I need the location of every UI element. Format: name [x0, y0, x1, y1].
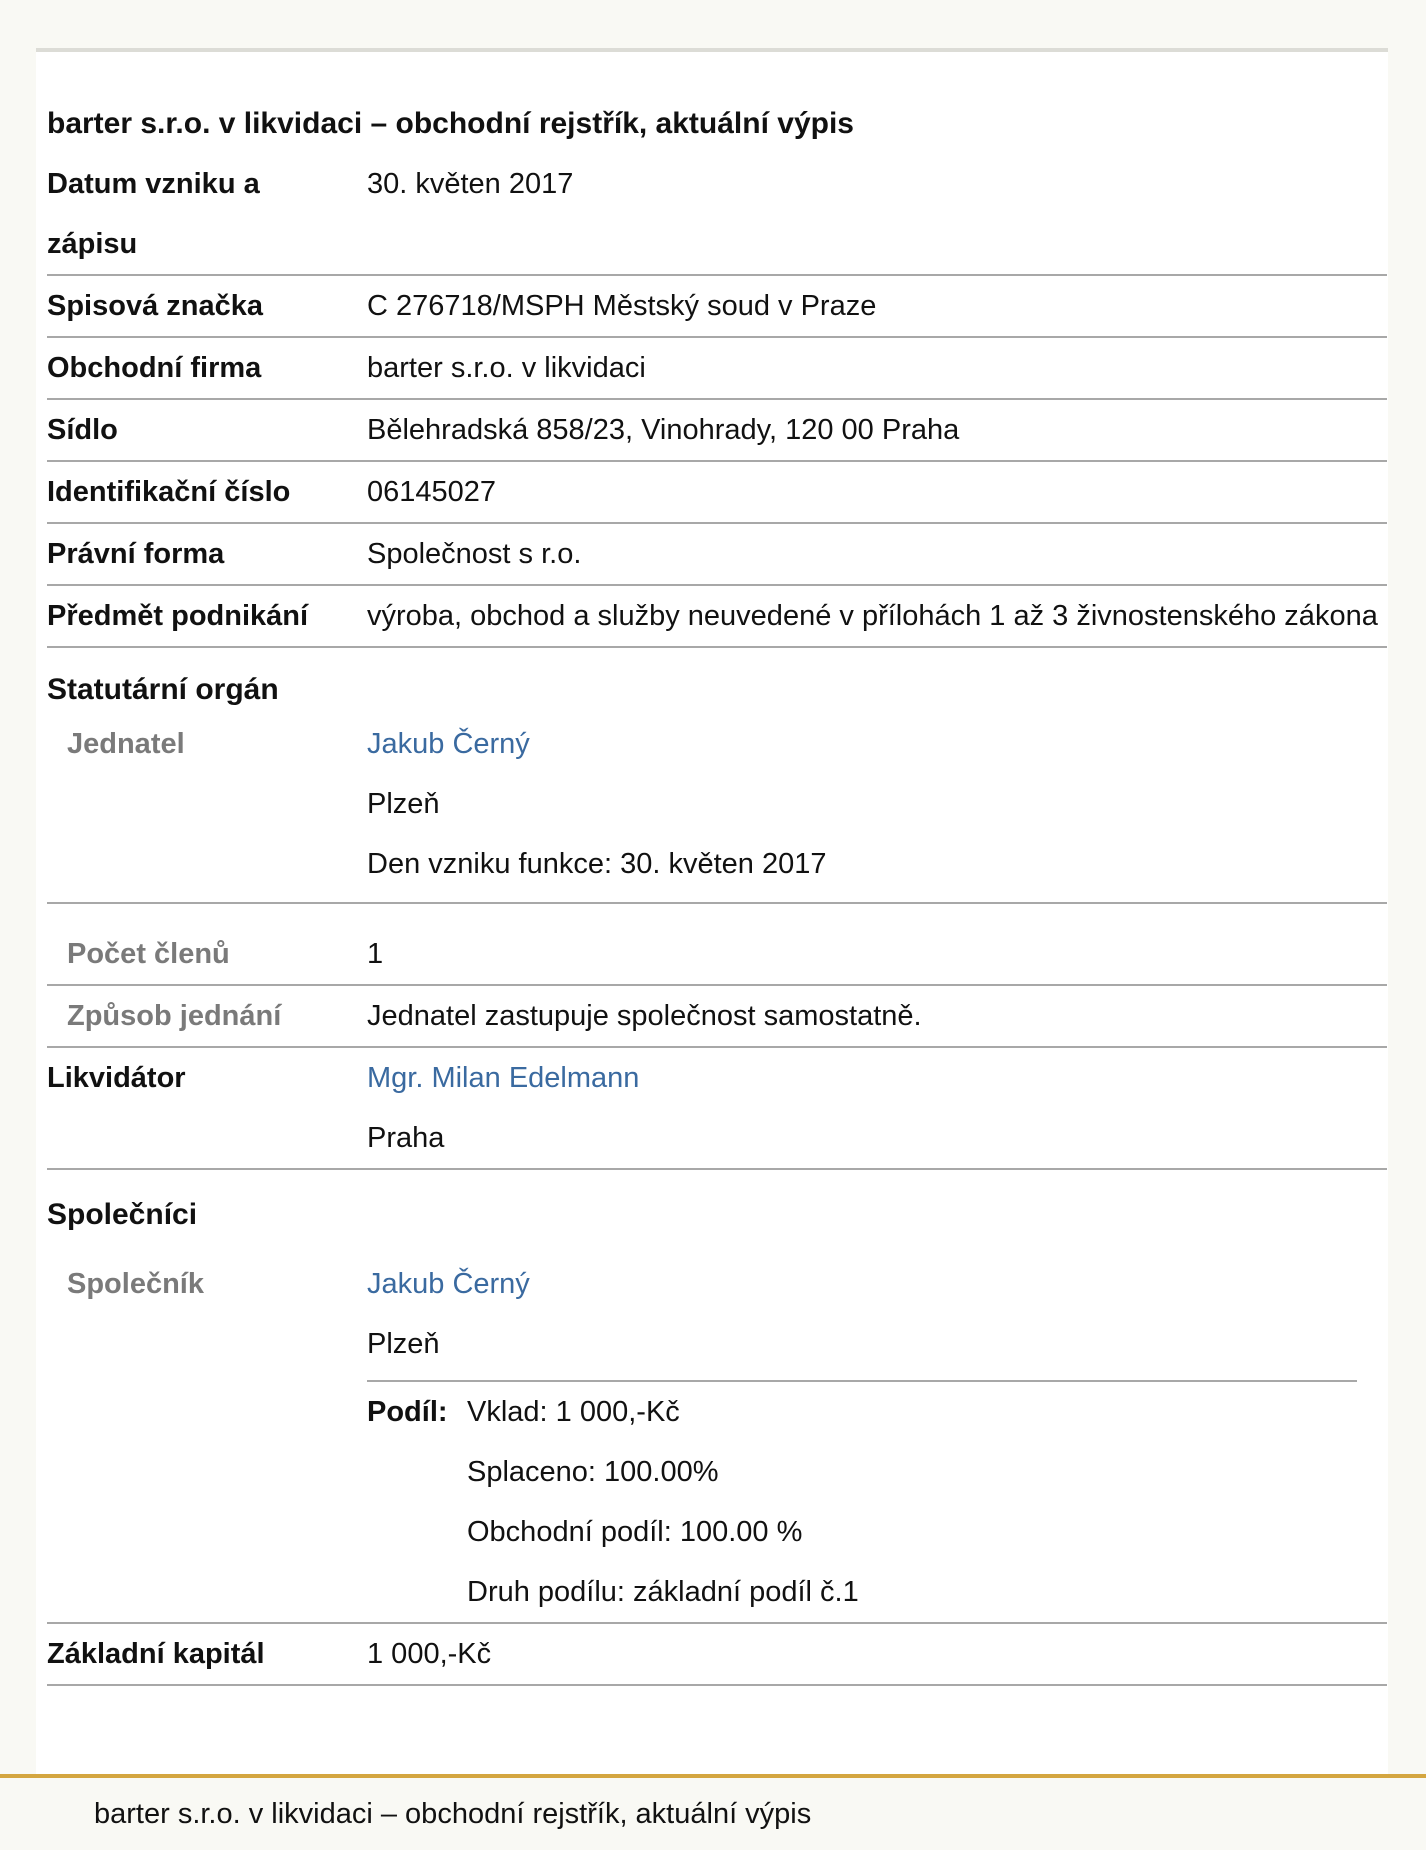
value-datum-vzniku: 30. květen 2017 — [367, 168, 574, 200]
podil-label: Podíl: — [367, 1396, 448, 1428]
row-predmet-podnikani — [47, 586, 1387, 648]
label-likvidator: Likvidátor — [47, 1062, 186, 1094]
label-zakladni-kapital: Základní kapitál — [47, 1638, 265, 1670]
value-obchodni-firma: barter s.r.o. v likvidaci — [367, 352, 646, 384]
row-pravni-forma — [47, 524, 1387, 586]
value-sidlo: Bělehradská 858/23, Vinohrady, 120 00 Praha — [367, 414, 960, 446]
value-zpusob-jednani: Jednatel zastupuje společnost samostatně. — [367, 1000, 922, 1032]
page-title: barter s.r.o. v likvidaci – obchodní rejstřík, aktuální výpis — [47, 107, 854, 140]
label-pocet-clenu: Počet členů — [67, 938, 230, 970]
row-sidlo — [47, 400, 1387, 462]
likvidator-city: Praha — [367, 1122, 445, 1154]
jednatel-since: Den vzniku funkce: 30. květen 2017 — [367, 848, 827, 880]
row-zakladni-kapital — [47, 1624, 1387, 1686]
row-obchodni-firma — [47, 338, 1387, 400]
footer-text: barter s.r.o. v likvidaci – obchodní rejstřík, aktuální výpis — [94, 1798, 812, 1830]
row-identifikacni-cislo — [47, 462, 1387, 524]
podil-block — [367, 1382, 1387, 1622]
row-pocet-clenu — [47, 904, 1387, 986]
podil-splaceno: Splaceno: 100.00% — [467, 1456, 719, 1488]
value-likvidator — [367, 1048, 1387, 1168]
value-spisova-znacka: C 276718/MSPH Městský soud v Praze — [367, 290, 877, 322]
row-zpusob-jednani — [47, 986, 1387, 1048]
label-pravni-forma: Právní forma — [47, 538, 225, 570]
value-jednatel — [367, 714, 1387, 894]
link-likvidator-name[interactable]: Mgr. Milan Edelmann — [367, 1062, 640, 1094]
row-jednatel — [47, 714, 1387, 904]
section-statutarni-organ: Statutární orgán — [47, 673, 279, 706]
value-spolecnik — [367, 1254, 1387, 1622]
value-predmet-podnikani: výroba, obchod a služby neuvedené v přílohách 1 až 3 živnostenského zákona — [367, 600, 1378, 632]
podil-values — [467, 1382, 859, 1622]
label-spisova-znacka: Spisová značka — [47, 290, 263, 322]
label-sidlo: Sídlo — [47, 414, 118, 446]
value-zakladni-kapital: 1 000,-Kč — [367, 1638, 492, 1670]
value-identifikacni-cislo: 06145027 — [367, 476, 497, 508]
row-likvidator — [47, 1048, 1387, 1170]
row-datum-vzniku — [47, 154, 1387, 276]
label-jednatel: Jednatel — [67, 728, 185, 760]
row-spolecnik — [47, 1250, 1387, 1624]
register-content — [47, 94, 1387, 1686]
footer-bar — [0, 1774, 1426, 1850]
spolecnik-city: Plzeň — [367, 1328, 440, 1360]
row-spisova-znacka — [47, 276, 1387, 338]
value-pocet-clenu: 1 — [367, 938, 384, 970]
podil-vklad: Vklad: 1 000,-Kč — [467, 1396, 680, 1428]
podil-druh: Druh podílu: základní podíl č.1 — [467, 1576, 859, 1608]
label-obchodni-firma: Obchodní firma — [47, 352, 262, 384]
label-zpusob-jednani: Způsob jednání — [67, 1000, 282, 1032]
label-identifikacni-cislo: Identifikační číslo — [47, 476, 291, 508]
label-datum-vzniku: Datum vzniku a zápisu — [47, 168, 260, 260]
label-predmet-podnikani: Předmět podnikání — [47, 600, 309, 632]
link-spolecnik-name[interactable]: Jakub Černý — [367, 1268, 530, 1300]
register-extract-card — [36, 52, 1388, 1774]
podil-obchodni: Obchodní podíl: 100.00 % — [467, 1516, 803, 1548]
jednatel-city: Plzeň — [367, 788, 440, 820]
link-jednatel-name[interactable]: Jakub Černý — [367, 728, 530, 760]
value-pravni-forma: Společnost s r.o. — [367, 538, 582, 570]
label-spolecnik: Společník — [67, 1268, 204, 1300]
section-spolecnici: Společníci — [47, 1198, 198, 1231]
